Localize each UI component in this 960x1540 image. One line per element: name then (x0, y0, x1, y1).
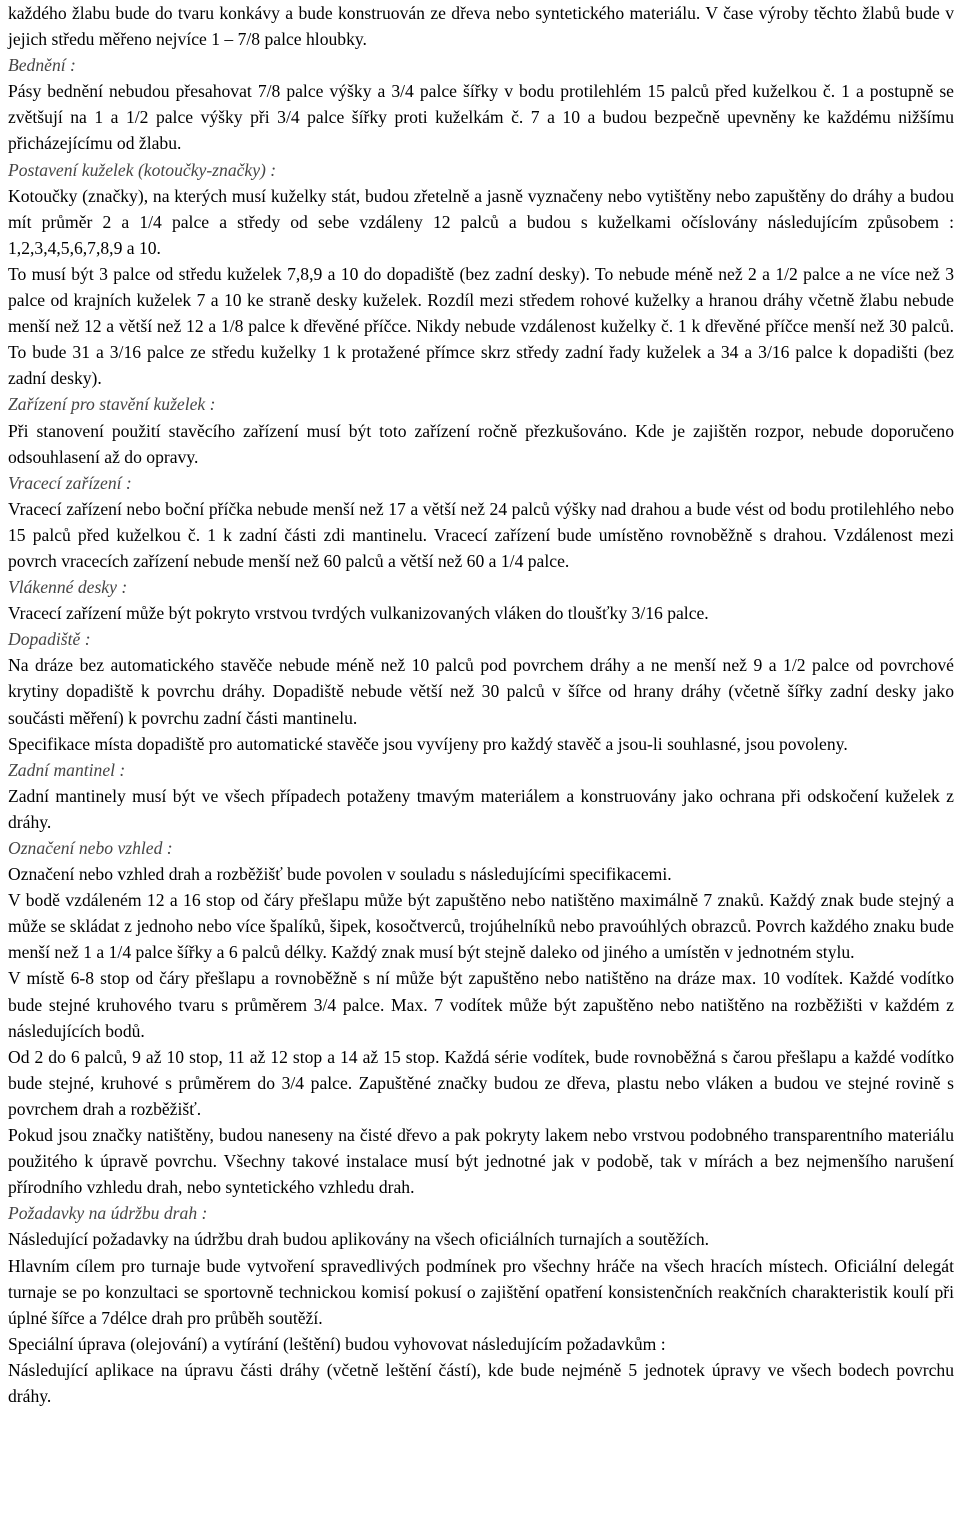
paragraph-voditka: V místě 6-8 stop od čáry přešlapu a rovnoběžně s ní může být zapuštěno nebo natištěno na dráze max. 10 vodítek. Každé vodítko bude stejné kruhového tvaru s průměrem 3/4 palce. Max. 7 vodítek může být zapuštěno nebo natištěno na rozběžišti v každém z následujících bodů. (8, 968, 954, 1041)
paragraph-zarizeni-staveni: Při stanovení použití stavěcího zařízení musí být toto zařízení ročně přezkušováno. Kde je zajištěn rozpor, nebude doporučeno odsouhlasení až do opravy. (8, 420, 954, 467)
heading-zadni-mantinel: Zadní mantinel : (8, 759, 126, 780)
heading-vraceci-zarizeni: Vracecí zařízení : (8, 472, 132, 493)
paragraph-serie-voditek: Od 2 do 6 palců, 9 až 10 stop, 11 až 12 stop a 14 až 15 stop. Každá série vodítek, bude rovnoběžná s čarou přešlapu a každé vodítko bude stejné, kruhové s průměrem do 3/4 palce. Zapuštěné značky budou ze dřeva, plastu nebo vláken a budou ve stejné rovině s povrchem drah a rozběžišť. (8, 1046, 954, 1119)
paragraph-znaky: V bodě vzdáleném 12 a 16 stop od čáry přešlapu může být zapuštěno nebo natištěno maximálně 7 znaků. Každý znak bude stejný a může se skládat z jednoho nebo více špalíků, šipek, kosočtverců, trojúhelníků nebo pravoúhlých obrazců. Povrch každého znaku bude menší než 1 a 1/4 palce šířky a 6 palců délky. Každý znak musí být stejně daleko od jiného a umístěn v jednotném stylu. (8, 890, 954, 963)
heading-dopadiste: Dopadiště : (8, 629, 91, 650)
heading-zarizeni-staveni: Zařízení pro stavění kuželek : (8, 394, 216, 415)
paragraph-specialni-uprava: Speciální úprava (olejování) a vytírání (leštění) budou vyhovovat následujícím požadavkům : (8, 1333, 666, 1354)
paragraph-oznaceni-intro: Označení nebo vzhled drah a rozběžišť bude povolen v souladu s následujícími specifikacemi. (8, 864, 672, 885)
paragraph-udrzba-intro: Následující požadavky na údržbu drah budou aplikovány na všech oficiálních turnajích a soutěžích. (8, 1229, 710, 1250)
paragraph-hlavni-cil: Hlavním cílem pro turnaje bude vytvoření spravedlivých podmínek pro všechny hráče na všech hracích místech. Oficiální delegát turnaje se po konzultaci se sportovně technickou komisí pokusí o zajištění opatření konsistenčních reakčních charakteristik koulí při úplné šířce a 7délce drah pro průběh soutěží. (8, 1255, 954, 1328)
heading-postaveni-kuzelek: Postavení kuželek (kotoučky-značky) : (8, 159, 277, 180)
paragraph-specifikace-dopadiste: Specifikace místa dopadiště pro automatické stavěče jsou vyvíjeny pro každý stavěč a jsou-li souhlasné, jsou povoleny. (8, 733, 848, 754)
heading-oznaceni-vzhled: Označení nebo vzhled : (8, 838, 173, 858)
paragraph-kotoucky: Kotoučky (značky), na kterých musí kuželky stát, budou zřetelně a jasně vyznačeny nebo vytištěny nebo zapuštěny do dráhy a budou mít průměr 2 a 1/4 palce a středy od sebe vzdáleny 12 palců a budou s kuželkami očíslovány následujícím způsobem : 1,2,3,4,5,6,7,8,9 a 10. (8, 185, 954, 258)
paragraph-zadni-mantinel: Zadní mantinely musí být ve všech případech potaženy tmavým materiálem a konstruovány jako ochrana při odskočení kuželek z dráhy. (8, 785, 954, 832)
heading-vlakenne-desky: Vlákenné desky : (8, 577, 128, 598)
paragraph-dopadiste: Na dráze bez automatického stavěče nebude méně než 10 palců pod povrchem dráhy a ne menší než 9 a 1/2 palce od povrchové krytiny dopadiště k povrchu dráhy. Dopadiště nebude větší než 30 palců v šířce od hrany dráhy (včetně šířky zadní desky jako součásti měření) k povrchu zadní části mantinelu. (8, 655, 954, 728)
heading-bedneni: Bednění : (8, 55, 76, 76)
paragraph-gutter-construction: každého žlabu bude do tvaru konkávy a bude konstruován ze dřeva nebo syntetického materiálu. V čase výroby těchto žlabů bude v jejich středu měřeno nejvíce 1 – 7/8 palce hloubky. (8, 3, 954, 50)
paragraph-vlakenne-desky: Vracecí zařízení může být pokryto vrstvou tvrdých vulkanizovaných vláken do tloušťky 3/16 palce. (8, 603, 709, 624)
paragraph-vzdalenosti-kuzelek: To musí být 3 palce od středu kuželek 7,8,9 a 10 do dopadiště (bez zadní desky). To nebude méně než 2 a 1/2 palce a ne více než 3 palce od krajních kuželek 7 a 10 ke straně desky kuželek. Rozdíl mezi středem rohové kuželky a hranou dráhy včetně žlabu nebude menší než 12 a větší než 12 a 1/8 palce k dřevěné příčce. Nikdy nebude vzdálenost kuželky č. 1 k dřevěné příčce menší než 30 palců. To bude 31 a 3/16 palce ze středu kuželky 1 k protažené přímce skrz středy zadní řady kuželek a 34 a 3/16 palce k dopadišti (bez zadní desky). (8, 263, 954, 389)
document-page (8, 0, 954, 1409)
heading-udrzba-drah: Požadavky na údržbu drah : (8, 1203, 208, 1224)
paragraph-aplikace-upravy: Následující aplikace na úpravu části dráhy (včetně leštění částí), kde bude nejméně 5 jednotek úpravy ve všech bodech povrchu dráhy. (8, 1359, 954, 1406)
paragraph-bedneni: Pásy bednění nebudou přesahovat 7/8 palce výšky a 3/4 palce šířky v bodu protilehlém 15 palců před kuželkou č. 1 a postupně se zvětšují na 1 a 1/2 palce výšky při 3/4 palce šířky proti kuželkám č. 7 a 10 a budou bezpečně upevněny ke každému nižšímu přicházejícímu od žlabu. (8, 81, 954, 154)
paragraph-natistene-znacky: Pokud jsou značky natištěny, budou naneseny na čisté dřevo a pak pokryty lakem nebo vrstvou podobného transparentního materiálu použitého k úpravě povrchu. Všechny takové instalace musí být jednotné jak v podobě, tak v mírách a bez nejmenšího narušení přírodního vzhledu drah, nebo syntetického vzhledu drah. (8, 1125, 954, 1198)
paragraph-vraceci-zarizeni: Vracecí zařízení nebo boční příčka nebude menší než 17 a větší než 24 palců výšky nad drahou a bude vést od bodu protilehlého nebo 15 palců před kuželkou č. 1 k zadní části zdi mantinelu. Vracecí zařízení bude umístěno rovnoběžně s drahou. Vzdálenost mezi povrch vracecích zařízení nebude menší než 60 palců a větší než 60 a 1/4 palce. (8, 498, 954, 571)
